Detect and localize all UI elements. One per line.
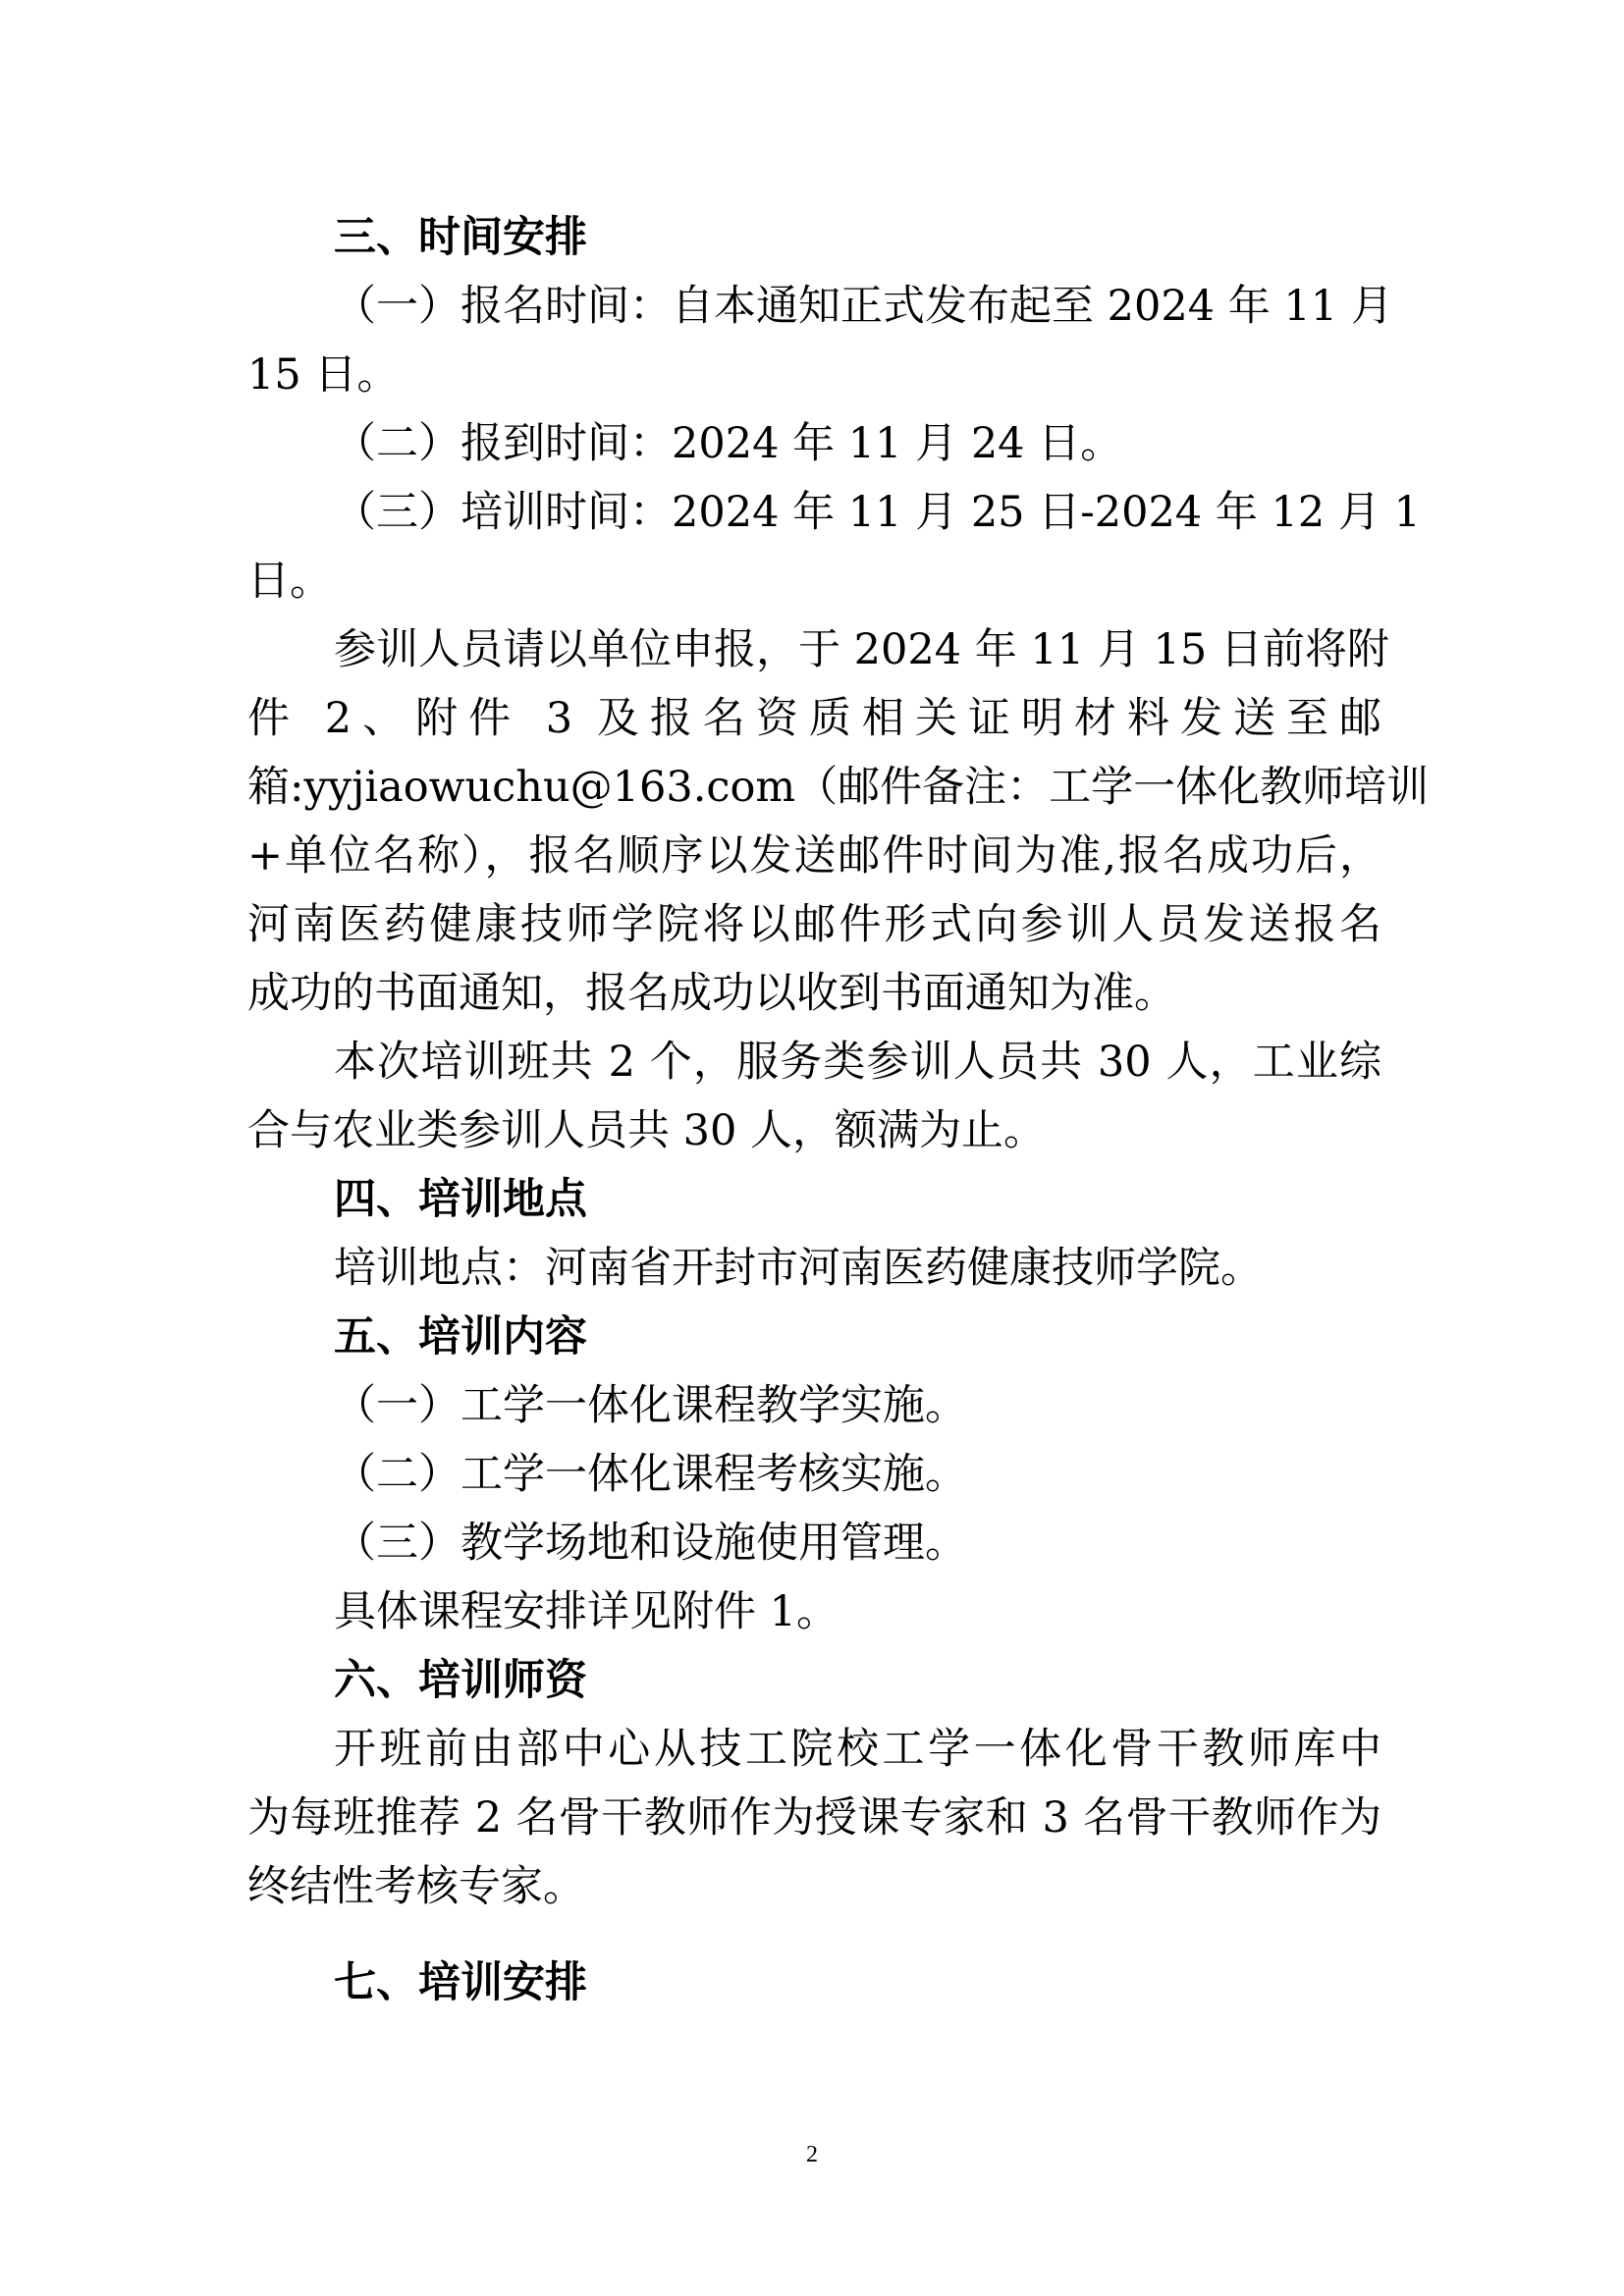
check-in-time: （二）报到时间：2024 年 11 月 24 日。	[334, 419, 1123, 468]
training-time-line-2: 日。	[247, 557, 332, 606]
section-heading-training-faculty: 六、培训师资	[334, 1656, 587, 1705]
registration-time-line-1: （一）报名时间：自本通知正式发布起至 2024 年 11 月	[334, 282, 1393, 331]
application-paragraph-line: 成功的书面通知，报名成功以收到书面通知为准。	[247, 969, 1176, 1018]
page-number: 2	[806, 2142, 818, 2167]
application-paragraph-line: 件 2、附件 3 及报名资质相关证明材料发送至邮	[247, 694, 1381, 743]
training-time-line-1: （三）培训时间：2024 年 11 月 25 日-2024 年 12 月 1	[334, 488, 1421, 537]
faculty-paragraph-line: 开班前由部中心从技工院校工学一体化骨干教师库中	[334, 1725, 1381, 1774]
application-paragraph-line: +单位名称），报名顺序以发送邮件时间为准,报名成功后，	[247, 831, 1381, 881]
application-paragraph-line: 参训人员请以单位申报，于 2024 年 11 月 15 日前将附	[334, 625, 1389, 674]
class-count-paragraph-line: 合与农业类参训人员共 30 人，额满为止。	[247, 1106, 1047, 1155]
class-count-paragraph-line: 本次培训班共 2 个，服务类参训人员共 30 人，工业综	[334, 1038, 1381, 1087]
training-content-item: （一）工学一体化课程教学实施。	[334, 1381, 967, 1430]
application-paragraph-line-email: 箱:yyjiaowuchu@163.com（邮件备注：工学一体化教师培训	[247, 763, 1430, 812]
section-heading-time-schedule: 三、时间安排	[334, 213, 587, 262]
course-schedule-note: 具体课程安排详见附件 1。	[334, 1587, 839, 1636]
faculty-paragraph-line: 终结性考核专家。	[247, 1862, 585, 1911]
section-heading-training-location: 四、培训地点	[334, 1175, 587, 1224]
faculty-paragraph-line: 为每班推荐 2 名骨干教师作为授课专家和 3 名骨干教师作为	[247, 1793, 1381, 1842]
section-heading-training-content: 五、培训内容	[334, 1312, 587, 1362]
registration-time-line-2: 15 日。	[247, 350, 400, 400]
section-heading-training-arrangement: 七、培训安排	[334, 1958, 587, 2007]
training-location-text: 培训地点：河南省开封市河南医药健康技师学院。	[334, 1244, 1263, 1293]
training-content-item: （二）工学一体化课程考核实施。	[334, 1450, 967, 1499]
training-content-item: （三）教学场地和设施使用管理。	[334, 1519, 967, 1568]
application-paragraph-line: 河南医药健康技师学院将以邮件形式向参训人员发送报名	[247, 900, 1381, 949]
